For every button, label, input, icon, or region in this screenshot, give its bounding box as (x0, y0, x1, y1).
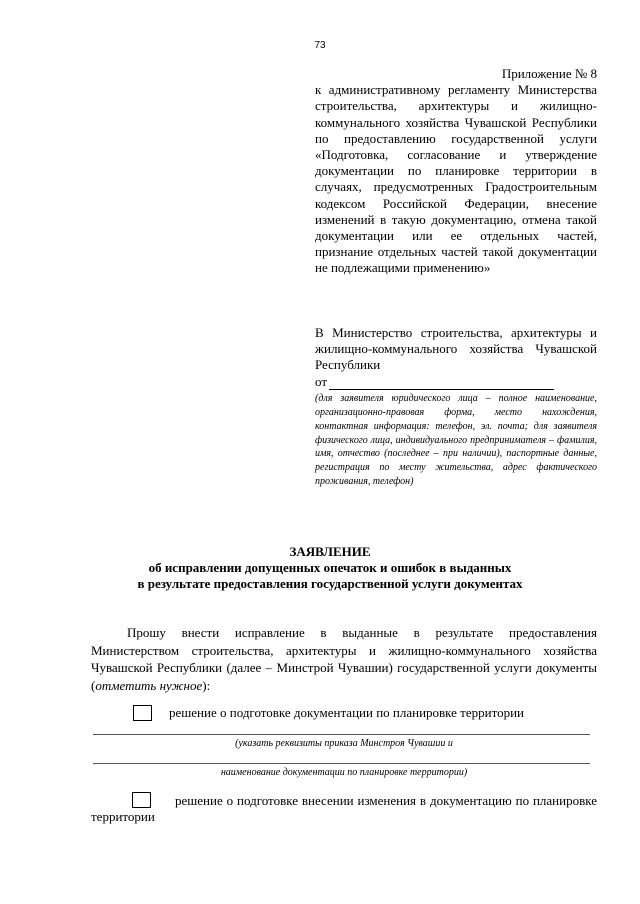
addressee-block (315, 325, 597, 489)
page-number: 73 (314, 40, 326, 51)
applicant-hint: (для заявителя юридического лица – полное наименование, организационно-правовая форма, место нахождения, контактная информация: телефон, эл. почта; для заявителя физического лица, индивидуального предпринимателя – фамилия, имя, отчество (последнее – при наличии), паспортные данные, регистрация по месту жительства, адрес фактического проживания, телефон) (315, 392, 597, 488)
option-1 (133, 705, 524, 721)
addressee-to: В Министерство строительства, архитектуры и жилищно-коммунального хозяйства Чувашской Республики (315, 325, 597, 373)
document-title: ЗАЯВЛЕНИЕ (289, 544, 371, 559)
option-1-caption-2: наименование документации по планировке территории) (220, 767, 468, 778)
document-subtitle-line1: об исправлении допущенных опечаток и ошибок в выданных (148, 560, 512, 576)
appendix-title: Приложение № 8 (501, 66, 597, 81)
request-text: Прошу внести исправление в выданные в результате предоставления Министерством строительства, архитектуры и жилищно-коммунального хозяйства Чувашской Республики (далее – Минстрой Чувашии) государственной услуги документы ( (91, 625, 597, 693)
request-text-end: ): (202, 677, 211, 693)
option-1-checkbox[interactable] (133, 705, 152, 721)
document-heading (60, 544, 600, 593)
option-2 (91, 792, 597, 825)
request-paragraph (91, 624, 597, 694)
appendix-block (315, 66, 597, 277)
option-1-label: решение о подготовке документации по планировке территории (169, 705, 525, 720)
document-subtitle-line2: в результате предоставления государственной услуги документах (137, 576, 523, 592)
option-1-line-1[interactable] (93, 734, 590, 735)
option-1-caption-1: (указать реквизиты приказа Минстроя Чувашии и (235, 738, 453, 749)
from-field[interactable] (329, 377, 554, 390)
appendix-text: к административному регламенту Министерства строительства, архитектуры и жилищно-коммунального хозяйства Чувашской Республики по предоставлению государственной услуги «Подготовка, согласование и утверждение документации по планировке территории в случаях, предусмотренных Градостроительным кодексом Российской Федерации, внесение изменений в такую документацию, отмена такой документации или ее отдельных частей, признание отдельных частей такой документации не подлежащими применению» (315, 82, 597, 276)
request-italic: отметить нужное (95, 677, 203, 693)
from-label: от (315, 373, 328, 389)
option-2-checkbox[interactable] (132, 792, 151, 808)
from-row (315, 374, 597, 390)
option-1-line-2[interactable] (93, 763, 590, 764)
option-2-label: решение о подготовке внесении изменения в документацию по планировке территории (91, 793, 597, 825)
